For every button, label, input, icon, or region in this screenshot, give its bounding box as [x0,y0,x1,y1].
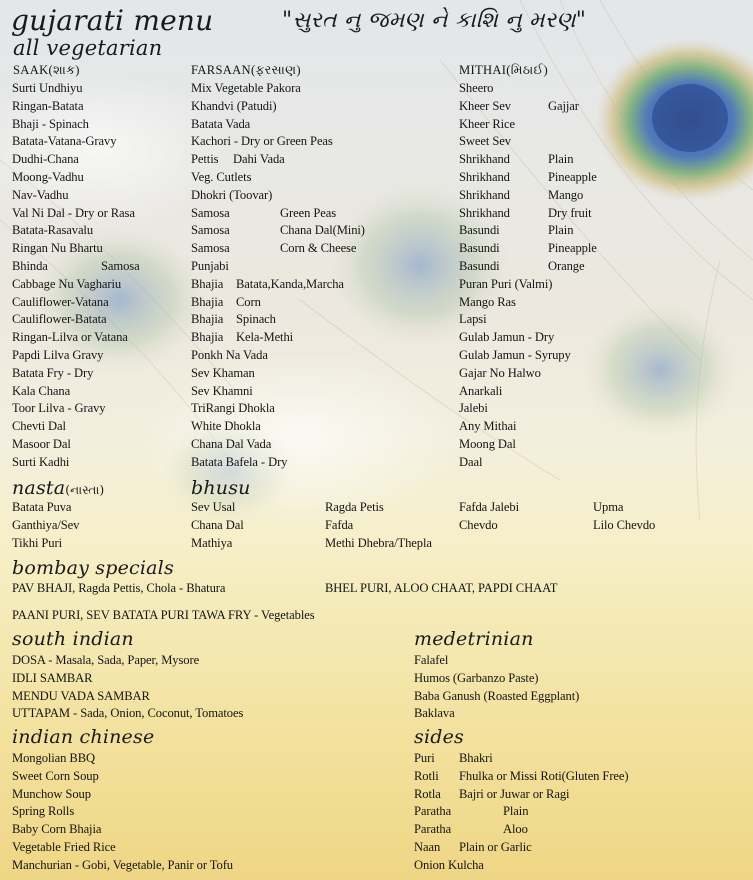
menu-item-variant: Plain [548,152,574,167]
menu-item-name: Toor Lilva - Gravy [12,401,106,416]
medetrinian-heading: medetrinian [414,628,534,650]
menu-item [12,400,135,418]
menu-item-name: Masoor Dal [12,436,71,451]
menu-item [459,365,571,383]
menu-item [191,454,333,472]
south-indian-heading: south indian [12,628,134,650]
menu-item-variant: Pineapple [548,241,597,256]
bombay-line-2: PAANI PURI, SEV BATATA PURI TAWA FRY - Vegetables [12,608,315,622]
menu-item [12,688,243,706]
menu-item [459,311,571,329]
menu-item [414,803,529,821]
menu-item-variant: Fhulka or Missi Roti(Gluten Free) [459,768,629,783]
menu-item-variant: Bajri or Juwar or Ragi [459,786,570,801]
menu-item [12,652,243,670]
menu-item-name: Batata Fry - Dry [12,365,94,380]
menu-item [459,258,585,276]
menu-item-name: Samosa [191,241,230,256]
menu-item [459,80,571,98]
menu-item [593,517,655,535]
menu-item [12,311,135,329]
menu-item-name: Fafda [325,517,354,532]
indian-chinese-list [12,750,233,875]
menu-item [191,205,336,223]
menu-item-name: Bhinda [12,258,48,273]
menu-item-name: Khandvi (Patudi) [191,98,277,113]
menu-item-name: Ringan-Batata [12,98,84,113]
menu-item [459,98,579,116]
bhusu-list-col2 [325,499,432,552]
menu-item [191,258,333,276]
menu-item [414,705,579,723]
menu-item-name: Paratha [414,822,452,837]
bhusu-list-col3 [459,499,519,535]
menu-item-name: Naan [414,839,441,854]
menu-item-name: Tikhi Puri [12,535,62,550]
menu-item [12,98,135,116]
menu-item [12,383,135,401]
menu-item-variant: Orange [548,258,585,273]
menu-item [12,839,233,857]
menu-item [12,151,135,169]
menu-item-name: Falafel [414,653,449,667]
nasta-list [12,499,79,552]
menu-item-name: Anarkali [459,383,503,398]
menu-item [191,311,333,329]
menu-item [191,365,333,383]
menu-item-name: Gajar No Halwo [459,365,541,380]
menu-item [12,294,135,312]
menu-item-name: Basundi [459,223,500,238]
menu-item [12,436,135,454]
menu-item [191,222,365,240]
menu-item-name: Kheer Sev [459,98,511,113]
menu-title: gujarati menu [11,4,214,37]
menu-item [191,347,333,365]
menu-item-name: Vegetable Fried Rice [12,839,116,854]
menu-item-variant: Plain [548,223,574,238]
menu-item [593,499,655,517]
menu-item-name: Shrikhand [459,169,510,184]
sides-heading: sides [414,726,464,748]
menu-item-name: Fafda Jalebi [459,500,519,514]
menu-item [12,133,135,151]
menu-item [191,400,333,418]
menu-item [459,329,571,347]
menu-item-name: UTTAPAM - Sada, Onion, Coconut, Tomatoes [12,706,244,721]
menu-item [414,688,579,706]
menu-item-name: Cauliflower-Vatana [12,294,109,309]
menu-item [191,169,333,187]
menu-item [191,116,333,134]
menu-item-name: Bhajia [191,330,224,345]
menu-item-name: Humos (Garbanzo Paste) [414,670,539,685]
menu-item-name: Ganthiya/Sev [12,517,80,532]
menu-item-name: Samosa [191,205,230,220]
menu-item [12,222,135,240]
menu-item [12,786,233,804]
menu-item [459,133,571,151]
menu-item [12,750,233,768]
menu-item [414,821,528,839]
menu-item-name: Mongolian BBQ [12,751,96,765]
menu-item [191,151,333,169]
menu-item-name: Gulab Jamun - Dry [459,330,555,345]
menu-item-name: Shrikhand [459,205,510,220]
menu-item-name: Daal [459,454,483,469]
menu-item [12,240,135,258]
menu-item [12,80,135,98]
menu-item-name: Nav-Vadhu [12,187,69,202]
menu-item-name: Batata Bafela - Dry [191,454,288,469]
indian-chinese-heading: indian chinese [12,726,155,748]
farsaan-heading: FARSAAN(ફરસાણ) [191,63,301,77]
menu-item-name: Paratha [414,804,452,819]
menu-item [459,454,571,472]
menu-item [459,383,571,401]
menu-item-name: Rotli [414,768,439,783]
menu-item-name: Chana Dal [191,517,244,532]
menu-item-name: Jalebi [459,401,488,416]
menu-item [12,857,233,875]
menu-item-name: Batata-Rasavalu [12,223,94,238]
menu-item-name: Gulab Jamun - Syrupy [459,347,571,362]
bhusu-list-col4 [593,499,655,535]
menu-item-name: Lilo Chevdo [593,517,656,532]
menu-item-name: Bhaji - Spinach [12,116,89,131]
menu-item-name: Baby Corn Bhajia [12,822,102,837]
menu-item [12,535,79,553]
menu-item [459,436,571,454]
menu-item-name: IDLI SAMBAR [12,670,93,685]
menu-item-variant: Bhakri [459,751,493,765]
menu-item [12,705,243,723]
menu-item-variant: Plain [503,804,529,819]
menu-item-name: Sheero [459,81,494,95]
menu-item [459,205,592,223]
menu-item [191,436,333,454]
menu-item-name: Puri [414,751,435,765]
menu-item [12,418,135,436]
menu-item-name: Lapsi [459,312,487,327]
menu-item-variant: Chana Dal(Mini) [280,223,365,238]
menu-item-name: Methi Dhebra/Thepla [325,535,432,550]
menu-item-name: Veg. Cutlets [191,169,252,184]
menu-item-variant: Dry fruit [548,205,592,220]
menu-item [459,116,571,134]
menu-item [191,187,333,205]
menu-item-name: Sev Khamni [191,383,253,398]
mithai-list [459,80,597,472]
menu-item-name: Dhokri (Toovar) [191,187,273,202]
menu-item [191,383,333,401]
menu-item-name: Surti Undhiyu [12,81,83,95]
menu-item-name: Bhajia [191,312,224,327]
menu-item [12,821,233,839]
menu-item-name: Ragda Petis [325,500,384,514]
gujarati-quote: "સુરત નુ જમણ ને કાશિ નુ મરણ" [282,8,587,33]
menu-item [12,454,135,472]
menu-item-name: Upma [593,500,624,514]
mithai-heading: MITHAI(મિઠાઈ) [459,63,549,77]
menu-item [12,187,135,205]
menu-item-variant: Corn [236,294,261,309]
menu-item-name: Surti Kadhi [12,454,70,469]
menu-item [12,499,79,517]
menu-item-variant: Samosa [101,258,140,273]
saak-heading: SAAK(શાક) [13,63,80,77]
menu-item [414,857,484,875]
menu-item-name: Pettis [191,152,219,167]
menu-item-name: Batata Vada [191,116,251,131]
menu-item [12,276,135,294]
menu-item-name: Ponkh Na Vada [191,347,268,362]
menu-item-name: DOSA - Masala, Sada, Paper, Mysore [12,653,200,667]
menu-item-variant: Pineapple [548,169,597,184]
menu-item [12,803,233,821]
menu-item [459,240,597,258]
menu-item-name: Rotla [414,786,441,801]
menu-item [459,276,571,294]
menu-item-name: Sev Usal [191,500,236,514]
menu-item [12,116,135,134]
menu-item [191,329,333,347]
menu-item-name: Spring Rolls [12,804,75,819]
menu-item-name: Shrikhand [459,152,510,167]
menu-item-name: Bhajia [191,294,224,309]
saak-list [12,80,140,472]
menu-item-variant: Kela-Methi [236,330,294,345]
menu-item-variant: Plain or Garlic [459,839,532,854]
menu-item [459,187,584,205]
menu-item-name: Manchurian - Gobi, Vegetable, Panir or Tofu [12,857,233,872]
menu-item [459,222,574,240]
menu-item-variant: Spinach [236,312,276,327]
menu-item-variant: Gajjar [548,98,579,113]
menu-subtitle: all vegetarian [13,36,163,60]
menu-item-variant: Dahi Vada [233,152,285,167]
menu-item [414,768,629,786]
menu-item [191,276,344,294]
menu-item-name: Kheer Rice [459,116,515,131]
menu-item [12,329,135,347]
farsaan-list [191,80,365,472]
menu-item-name: TriRangi Dhokla [191,401,275,416]
menu-item-name: Dudhi-Chana [12,152,79,167]
menu-item [12,258,140,276]
menu-item-name: Punjabi [191,258,229,273]
menu-item-name: Onion Kulcha [414,857,484,872]
menu-item-name: Chana Dal Vada [191,436,272,451]
nasta-heading: nasta(નાસ્તા) [12,477,105,499]
menu-item-name: Cabbage Nu Vaghariu [12,276,122,291]
menu-item-name: Basundi [459,241,500,256]
menu-item [12,670,243,688]
menu-item-variant: Mango [548,187,584,202]
south-indian-list [12,652,243,723]
menu-item [191,98,333,116]
menu-item-name: Any Mithai [459,419,517,434]
menu-item-name: Val Ni Dal - Dry or Rasa [12,205,135,220]
bombay-line-1: PAV BHAJI, Ragda Pettis, Chola - Bhatura [12,581,226,595]
menu-item [12,768,233,786]
menu-item [459,347,571,365]
menu-item-name: Samosa [191,223,230,238]
menu-item [459,517,519,535]
menu-item-name: Moong-Vadhu [12,169,84,184]
menu-item-name: Moong Dal [459,436,516,451]
menu-item-name: Ringan-Lilva or Vatana [12,330,128,345]
menu-item-name: Mango Ras [459,294,516,309]
menu-item [459,400,571,418]
menu-item-name: Puran Puri (Valmi) [459,276,553,291]
bhusu-heading: bhusu [191,477,251,499]
menu-item [459,499,519,517]
bhusu-list-col1 [191,499,244,552]
menu-item-name: Kala Chana [12,383,71,398]
menu-item [191,240,357,258]
menu-item [12,347,135,365]
menu-item-name: Papdi Lilva Gravy [12,347,104,362]
menu-item [414,652,579,670]
menu-item-name: MENDU VADA SAMBAR [12,688,150,703]
menu-item [414,786,570,804]
menu-item-name: Batata-Vatana-Gravy [12,134,117,149]
menu-item-variant: Green Peas [280,205,336,220]
menu-item-name: Munchow Soup [12,786,91,801]
menu-item [191,294,333,312]
menu-item [459,294,571,312]
menu-item [191,535,244,553]
menu-item [12,169,135,187]
menu-item [12,365,135,383]
medetrinian-list [414,652,579,723]
menu-item-name: Chevti Dal [12,419,66,434]
menu-item [191,517,244,535]
menu-item [191,80,333,98]
menu-item-variant: Aloo [503,822,528,837]
bombay-line-1b: BHEL PURI, ALOO CHAAT, PAPDI CHAAT [325,581,558,595]
menu-item [414,750,493,768]
menu-item-name: Shrikhand [459,187,510,202]
sides-list [414,750,629,875]
bombay-heading: bombay specials [12,557,174,579]
menu-item [325,535,432,553]
menu-item [414,670,579,688]
menu-item-name: Mathiya [191,535,233,550]
menu-item [325,499,432,517]
menu-item-name: Cauliflower-Batata [12,312,107,327]
menu-item-name: Batata Puva [12,500,72,514]
menu-item [12,205,135,223]
menu-item [191,418,333,436]
menu-item-name: Bhajia [191,276,224,291]
menu-item [325,517,432,535]
menu-item-name: Baba Ganush (Roasted Eggplant) [414,688,580,703]
menu-item-name: Ringan Nu Bhartu [12,241,103,256]
menu-item [459,151,574,169]
menu-item-name: Basundi [459,258,500,273]
menu-item-name: Mix Vegetable Pakora [191,81,301,95]
menu-item-name: Sev Khaman [191,365,255,380]
menu-item-name: Kachori - Dry or Green Peas [191,134,333,149]
menu-item [459,418,571,436]
menu-item-variant: Corn & Cheese [280,241,357,256]
menu-item [191,133,333,151]
menu-item [191,499,244,517]
menu-item [414,839,532,857]
menu-item-name: Sweet Corn Soup [12,768,99,783]
menu-item-name: Sweet Sev [459,134,511,149]
menu-item-name: White Dhokla [191,419,261,434]
menu-item [12,517,79,535]
menu-item [459,169,597,187]
menu-item-name: Chevdo [459,517,498,532]
menu-item-variant: Batata,Kanda,Marcha [236,276,344,291]
menu-item-name: Baklava [414,706,455,721]
